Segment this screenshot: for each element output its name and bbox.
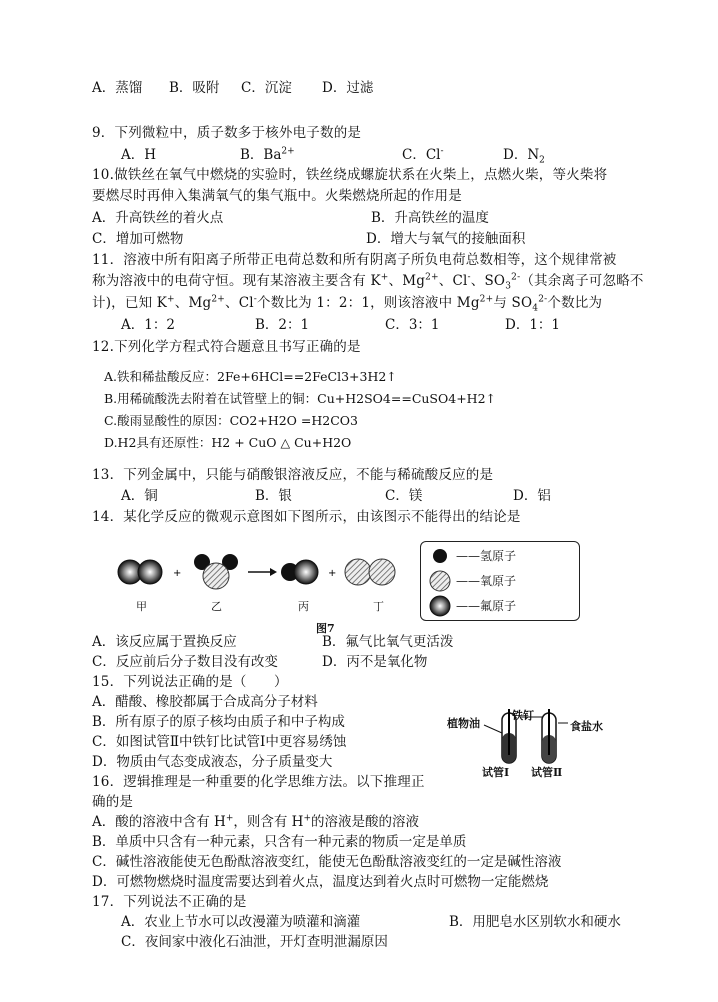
- oxygen-atom: [203, 563, 229, 589]
- legend-icons: [428, 546, 458, 618]
- label-jia: 甲: [136, 600, 147, 613]
- q12-stem: 12.下列化学方程式符合题意且书写正确的是: [92, 339, 361, 355]
- q14-option-a: A．该反应属于置换反应: [92, 634, 237, 650]
- q10-option-a: A．升高铁丝的着火点: [92, 210, 224, 226]
- q14-option-c: C．反应前后分子数目没有改变: [92, 654, 278, 670]
- q13-option-c: C．镁: [385, 488, 423, 504]
- legend-hydrogen: ——氢原子: [456, 549, 517, 563]
- q17-option-a: A．农业上节水可以改漫灌为喷灌和滴灌: [121, 914, 361, 930]
- option-a: A．蒸馏: [92, 80, 143, 96]
- option-d: D．过滤: [322, 80, 374, 96]
- q15-stem: 15．下列说法正确的是（ ）: [92, 674, 288, 690]
- q9-option-a: A．H: [121, 147, 157, 163]
- q14-stem: 14．某化学反应的微观示意图如下图所示，由该图示不能得出的结论是: [92, 509, 521, 525]
- q10-option-c: C．增加可燃物: [92, 231, 184, 247]
- q14-option-d: D．丙不是氧化物: [322, 654, 428, 670]
- fig-salt-label: 食盐水: [570, 720, 603, 733]
- q10-line1: 10.做铁丝在氧气中燃烧的实验时，铁丝绕成螺旋状系在火柴上，点燃火柴，等火柴将: [92, 167, 608, 183]
- q17-option-b: B．用肥皂水区别软水和硬水: [449, 914, 621, 930]
- q13-option-a: A．铜: [121, 488, 158, 504]
- q15-option-a: A．醋酸、橡胶都属于合成高分子材料: [92, 694, 318, 710]
- q14-option-b: B．氟气比氧气更活泼: [322, 634, 454, 650]
- q13-option-d: D．铝: [513, 488, 551, 504]
- fig-tube1-label: 试管Ⅰ: [482, 766, 510, 779]
- reaction-diagram: [110, 548, 410, 638]
- fluorine-legend-icon: [430, 596, 450, 616]
- option-b: B．吸附: [169, 80, 220, 96]
- legend-oxygen: ——氧原子: [456, 574, 517, 588]
- q16-option-c: C．碱性溶液能使无色酚酞溶液变红，能使无色酚酞溶液变红的一定是碱性溶液: [92, 854, 562, 870]
- q15-option-b: B．所有原子的原子核均由质子和中子构成: [92, 714, 345, 730]
- label-ding: 丁: [373, 600, 384, 613]
- option-c: C．沉淀: [241, 80, 292, 96]
- legend-fluorine: ——氟原子: [456, 599, 517, 613]
- q10-option-b: B．升高铁丝的温度: [371, 210, 489, 226]
- q16-line2: 确的是: [92, 794, 134, 810]
- fig-oil-label: 植物油: [447, 717, 480, 730]
- arrow-head: [270, 568, 277, 576]
- q17-option-c: C．夜间家中液化石油泄，开灯查明泄漏原因: [121, 934, 388, 950]
- q9-option-b: B．$Ba^{2+}$: [240, 146, 295, 163]
- q11-line1: 11．溶液中所有阳离子所带正电荷总数和所有阴离子所负电荷总数相等，这个规律常被: [92, 252, 617, 268]
- q9-stem: 9．下列微粒中，质子数多于核外电子数的是: [92, 125, 362, 141]
- q15-option-c: C．如图试管Ⅱ中铁钉比试管Ⅰ中更容易绣蚀: [92, 734, 347, 750]
- q11-option-b: B．2：1: [255, 317, 310, 333]
- q11-line2: 称为溶液中的电荷守恒。现有某溶液主要含有 K+、$Mg^{2+}$、Cl-、$SO_3^{2-}$（其余离子可忽略不: [92, 272, 644, 292]
- q12-option-b: B.用稀硫酸洗去附着在试管壁上的铜：Cu+H2SO4==CuSO4+H2↑: [104, 391, 496, 406]
- svg-text:+: +: [173, 568, 182, 579]
- q11-line3: 计)，已知 K+、$Mg^{2+}$、Cl-个数比为 1：2：1，则该溶液中 $Mg^{2+}$与 $SO_4^{2-}$个数比为: [92, 294, 603, 314]
- fig-tube2-label: 试管Ⅱ: [531, 766, 563, 779]
- label-bing: 丙: [298, 600, 309, 613]
- q12-option-d: D.H2具有还原性：H2 + CuO △ Cu+H2O: [104, 435, 352, 450]
- q16-option-b: B．单质中只含有一种元素，只含有一种元素的物质一定是单质: [92, 834, 467, 850]
- q10-line2: 要燃尽时再伸入集满氧气的集气瓶中。火柴燃烧所起的作用是: [92, 188, 462, 204]
- q11-option-c: C．3：1: [385, 317, 440, 333]
- q9-option-d: D．$N_2$: [503, 147, 545, 166]
- label-yi: 乙: [211, 600, 222, 613]
- q9-option-c: C．Cl-: [402, 146, 444, 163]
- q13-stem: 13．下列金属中，只能与硝酸银溶液反应，不能与稀硫酸反应的是: [92, 467, 494, 483]
- q12-option-a: A.铁和稀盐酸反应：2Fe+6HCl==2FeCl3+3H2↑: [104, 369, 397, 384]
- fluorine-atom: [138, 560, 162, 584]
- q13-option-b: B．银: [255, 488, 292, 504]
- oxygen-legend-icon: [430, 571, 450, 591]
- q11-option-d: D．1：1: [505, 317, 561, 333]
- oxygen-atom: [369, 559, 395, 585]
- oxygen-atom: [345, 559, 371, 585]
- q17-stem: 17．下列说法不正确的是: [92, 894, 247, 910]
- fig-nail-label: 铁钉: [512, 709, 534, 722]
- q12-option-c: C.酸雨显酸性的原因：CO2+H2O =H2CO3: [104, 413, 358, 428]
- fluorine-atom: [294, 560, 318, 584]
- q10-option-d: D．增大与氧气的接触面积: [366, 231, 526, 247]
- hydrogen-legend-icon: [433, 549, 447, 563]
- q16-option-a: A．酸的溶液中含有 H+，则含有 H+的溶液是酸的溶液: [92, 813, 419, 830]
- q16-option-d: D．可燃物燃烧时温度需要达到着火点，温度达到着火点时可燃物一定能燃烧: [92, 874, 549, 890]
- q11-option-a: A．1：2: [121, 317, 175, 333]
- q15-option-d: D．物质由气态变成液态，分子质量变大: [92, 754, 333, 770]
- q16-line1: 16．逻辑推理是一种重要的化学思维方法。以下推理正: [92, 774, 425, 790]
- figure-caption: 图7: [316, 622, 335, 635]
- svg-text:+: +: [328, 568, 337, 579]
